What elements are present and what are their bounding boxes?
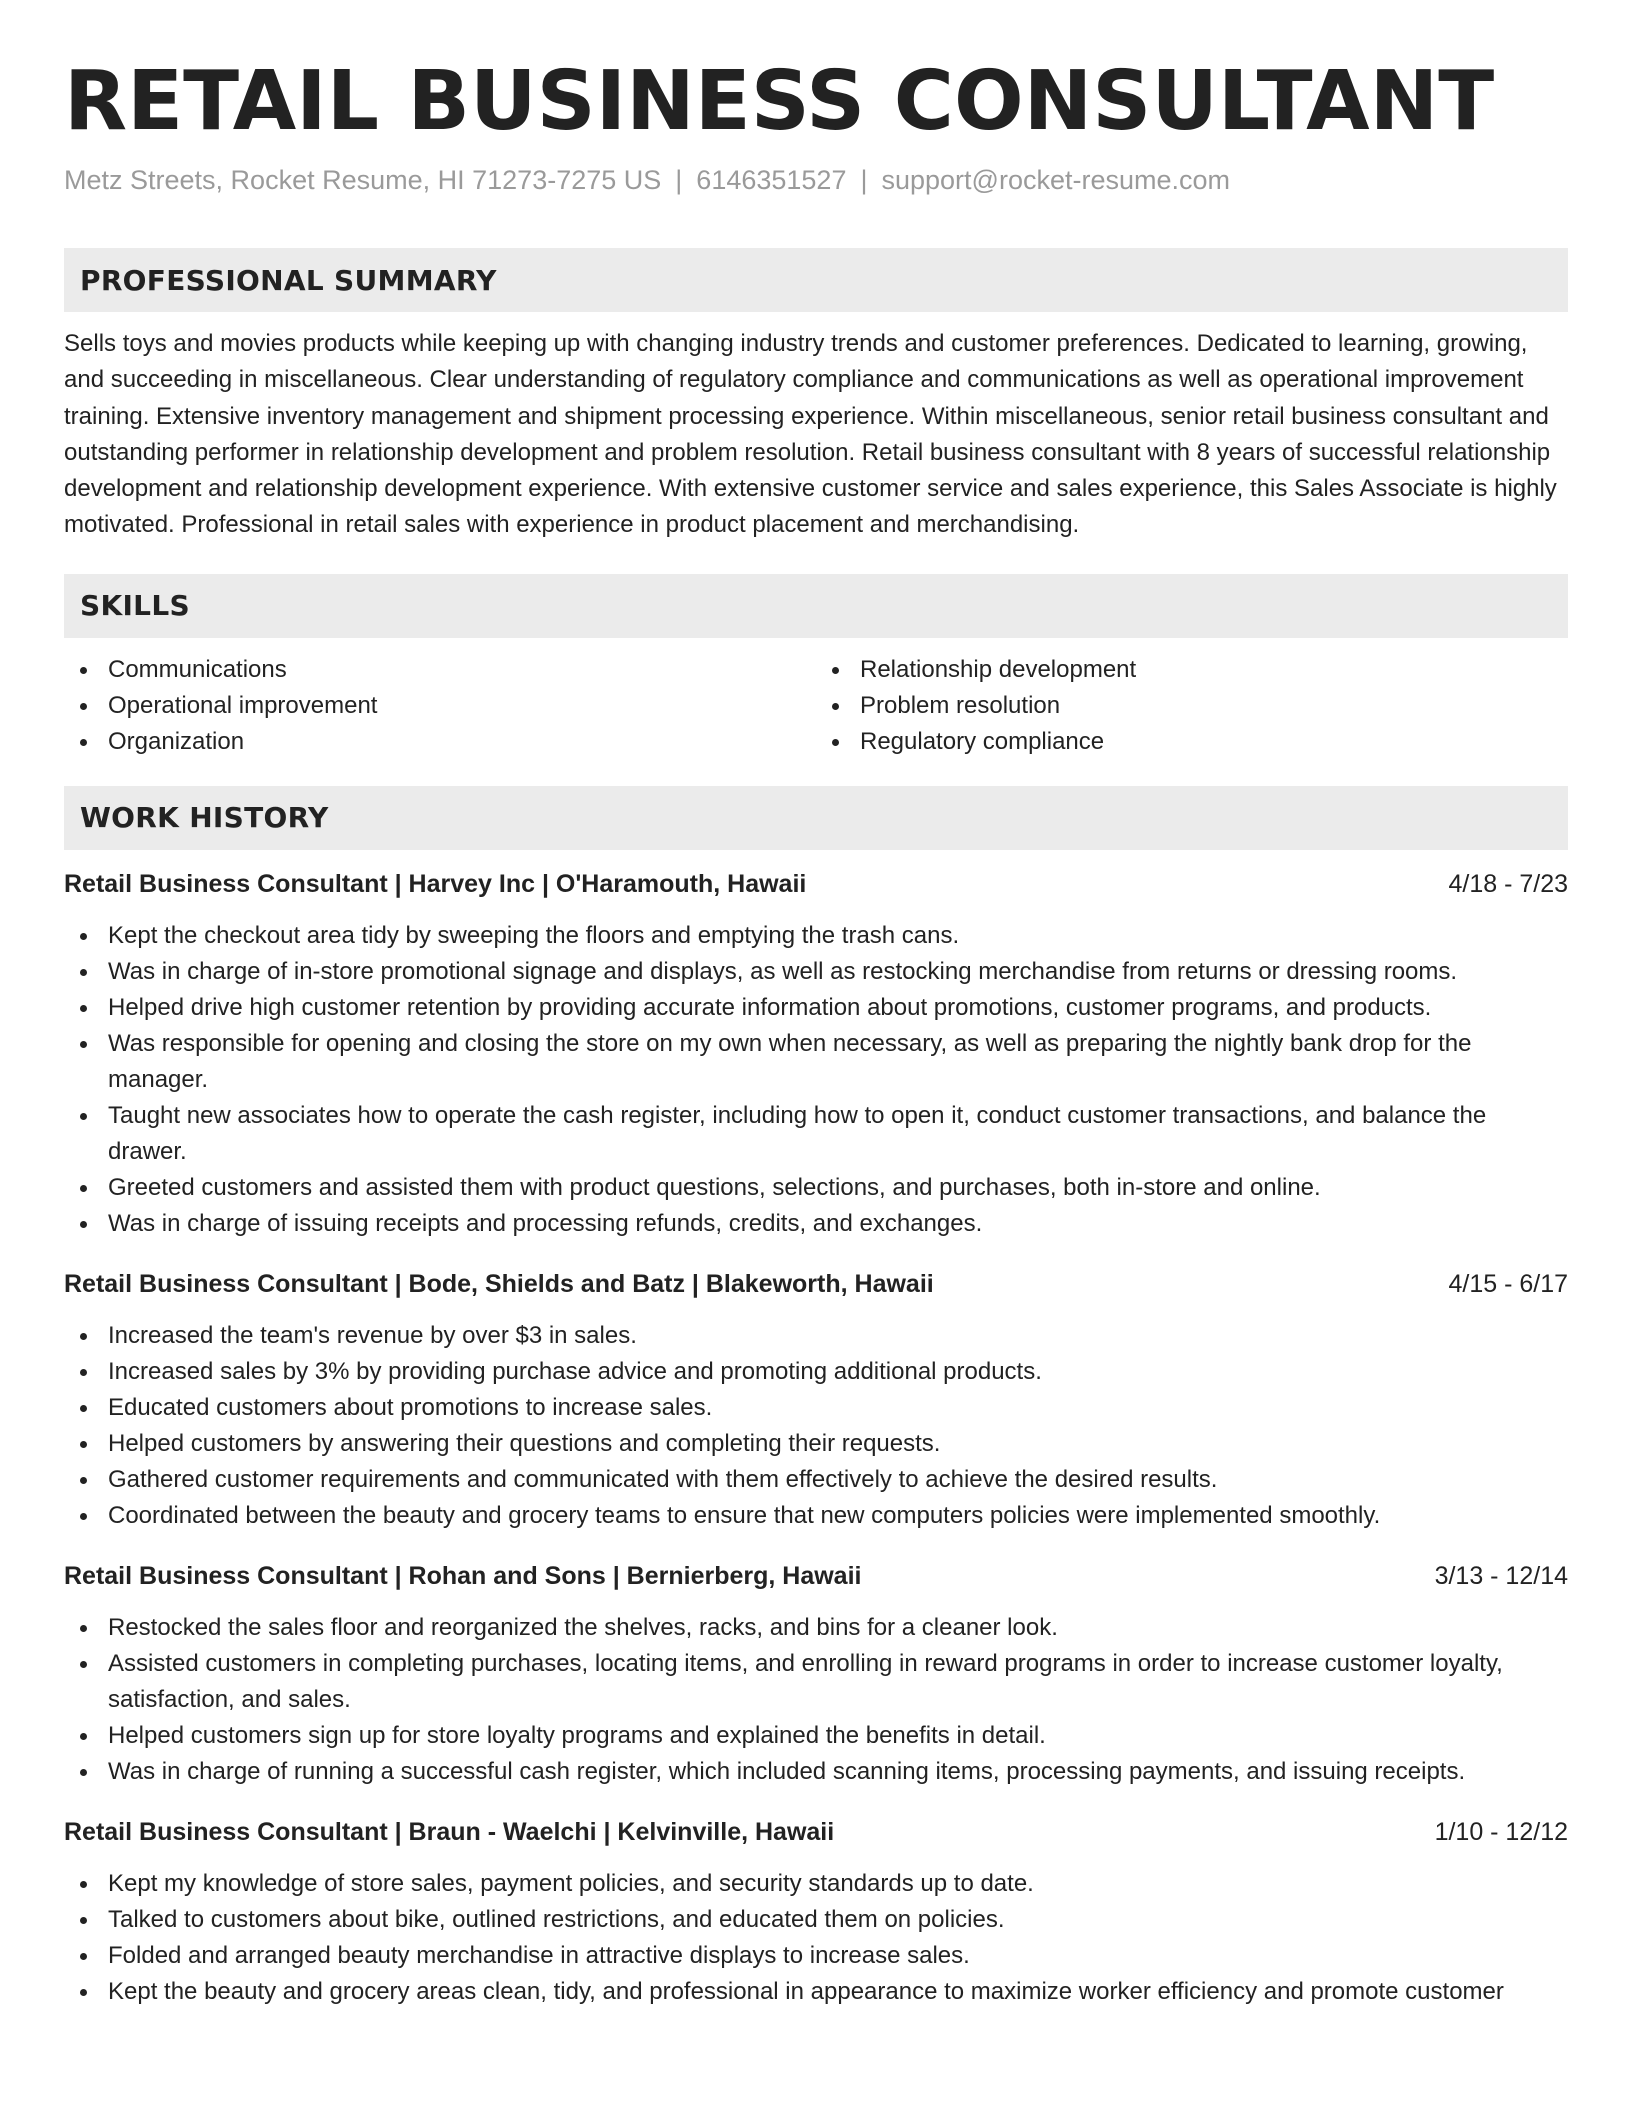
job-dates: 4/15 - 6/17 [1448,1269,1568,1298]
job-bullet: Was in charge of running a successful cash register, which included scanning items, processing payments, and issuing receipts. [64,1754,1568,1790]
skills-column-right [816,652,1568,760]
job-header [64,1814,1568,1850]
job-bullet: Restocked the sales floor and reorganized the shelves, racks, and bins for a cleaner look. [64,1610,1568,1646]
work-history-heading: WORK HISTORY [64,786,1568,850]
job-entry [64,1558,1568,1790]
job-title: Retail Business Consultant | Harvey Inc | O'Haramouth, Hawaii [64,869,807,898]
contact-email: support@rocket-resume.com [881,165,1231,195]
job-bullets [64,1318,1568,1534]
job-title: Retail Business Consultant | Bode, Shields and Batz | Blakeworth, Hawaii [64,1269,934,1298]
job-bullet: Was in charge of issuing receipts and processing refunds, credits, and exchanges. [64,1206,1568,1242]
resume-name: RETAIL BUSINESS CONSULTANT [64,54,1495,149]
skill-item: Communications [64,652,816,688]
job-bullet: Talked to customers about bike, outlined restrictions, and educated them on policies. [64,1902,1568,1938]
job-bullet: Kept the checkout area tidy by sweeping the floors and emptying the trash cans. [64,918,1568,954]
contact-separator: | [675,165,683,195]
skill-item: Problem resolution [816,688,1568,724]
job-header [64,866,1568,902]
job-title: Retail Business Consultant | Braun - Waelchi | Kelvinville, Hawaii [64,1817,835,1846]
job-bullet: Helped drive high customer retention by providing accurate information about promotions, customer programs, and products. [64,990,1568,1026]
contact-line [64,162,1568,198]
job-entry [64,1266,1568,1534]
job-bullet: Was responsible for opening and closing the store on my own when necessary, as well as preparing the nightly bank drop for the manager. [64,1026,1568,1098]
job-entry [64,1814,1568,2010]
job-bullet: Helped customers by answering their questions and completing their requests. [64,1426,1568,1462]
job-header [64,1266,1568,1302]
contact-address: Metz Streets, Rocket Resume, HI 71273-7275 US [64,165,662,195]
skill-item: Regulatory compliance [816,724,1568,760]
contact-separator: | [860,165,868,195]
job-bullet: Coordinated between the beauty and grocery teams to ensure that new computers policies were implemented smoothly. [64,1498,1568,1534]
job-bullet: Taught new associates how to operate the cash register, including how to open it, conduct customer transactions, and balance the drawer. [64,1098,1568,1170]
job-bullets [64,918,1568,1242]
job-header [64,1558,1568,1594]
job-bullet: Assisted customers in completing purchases, locating items, and enrolling in reward programs in order to increase customer loyalty, satisfaction, and sales. [64,1646,1568,1718]
job-bullet: Folded and arranged beauty merchandise in attractive displays to increase sales. [64,1938,1568,1974]
contact-phone: 6146351527 [696,165,847,195]
job-bullet: Increased the team's revenue by over $3 in sales. [64,1318,1568,1354]
skill-item: Relationship development [816,652,1568,688]
skills-heading: SKILLS [64,574,1568,638]
job-bullets [64,1866,1568,2010]
job-bullet: Kept the beauty and grocery areas clean, tidy, and professional in appearance to maximize worker efficiency and promote customer [64,1974,1568,2010]
job-dates: 3/13 - 12/14 [1434,1561,1568,1590]
skills-list [64,652,1568,760]
job-dates: 4/18 - 7/23 [1448,869,1568,898]
job-bullet: Helped customers sign up for store loyalty programs and explained the benefits in detail. [64,1718,1568,1754]
job-title: Retail Business Consultant | Rohan and Sons | Bernierberg, Hawaii [64,1561,862,1590]
job-entry [64,866,1568,1242]
job-bullet: Increased sales by 3% by providing purchase advice and promoting additional products. [64,1354,1568,1390]
job-bullet: Gathered customer requirements and communicated with them effectively to achieve the desired results. [64,1462,1568,1498]
job-bullet: Greeted customers and assisted them with product questions, selections, and purchases, both in-store and online. [64,1170,1568,1206]
summary-heading: PROFESSIONAL SUMMARY [64,248,1568,312]
skills-column-left [64,652,816,760]
skill-item: Organization [64,724,816,760]
skill-item: Operational improvement [64,688,816,724]
job-dates: 1/10 - 12/12 [1434,1817,1568,1846]
job-bullet: Educated customers about promotions to increase sales. [64,1390,1568,1426]
job-bullet: Was in charge of in-store promotional signage and displays, as well as restocking merchandise from returns or dressing rooms. [64,954,1568,990]
job-bullets [64,1610,1568,1790]
summary-text: Sells toys and movies products while keeping up with changing industry trends and customer preferences. Dedicated to learning, growing, and succeeding in miscellaneous. Clear understanding of regulatory compliance and communications as well as operational improvement training. Extensive inventory management and shipment processing experience. Within miscellaneous, senior retail business consultant and outstanding performer in relationship development and problem resolution. Retail business consultant with 8 years of successful relationship development and relationship development experience. With extensive customer service and sales experience, this Sales Associate is highly motivated. Professional in retail sales with experience in product placement and merchandising. [64,330,1557,539]
job-bullet: Kept my knowledge of store sales, payment policies, and security standards up to date. [64,1866,1568,1902]
